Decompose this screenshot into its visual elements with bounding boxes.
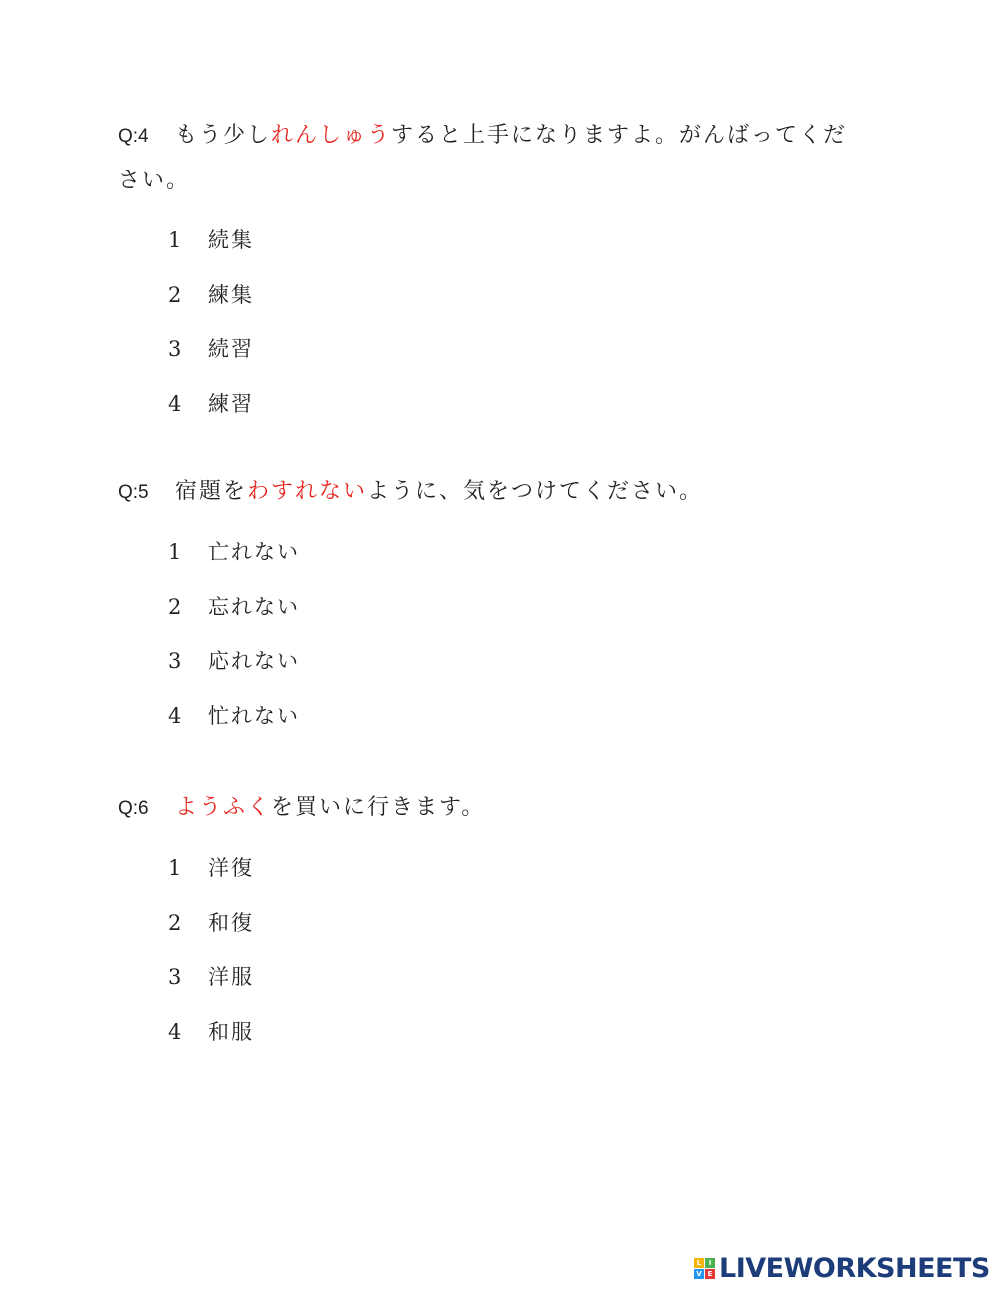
answer-options: [118, 841, 848, 1059]
option-text: 和服: [208, 1019, 254, 1044]
liveworksheets-logo-icon: [694, 1258, 715, 1279]
logo-icon-letter: E: [705, 1269, 715, 1279]
logo-icon-letter: V: [694, 1269, 704, 1279]
option-text: 応れない: [208, 649, 300, 673]
option-number: 2: [168, 282, 182, 307]
answer-option[interactable]: [168, 689, 848, 744]
option-text: 洋復: [208, 856, 254, 880]
option-number: 1: [168, 540, 182, 564]
option-number: 4: [168, 1019, 182, 1044]
prompt-highlight: れんしゅう: [271, 123, 392, 148]
answer-options: [118, 213, 848, 431]
question-4: [118, 114, 848, 431]
option-number: 3: [168, 965, 182, 989]
logo-text: LIVEWORKSHEETS: [719, 1252, 990, 1284]
question-6: [118, 786, 848, 1059]
liveworksheets-logo: [694, 1253, 990, 1283]
question-5: [118, 470, 848, 743]
prompt-highlight: わすれない: [247, 479, 368, 504]
question-prompt: [118, 786, 848, 831]
logo-icon-letter: I: [705, 1258, 715, 1268]
option-number: 1: [168, 856, 182, 880]
question-prompt: [118, 114, 848, 203]
option-text: 練集: [208, 282, 254, 307]
answer-option[interactable]: [168, 634, 848, 689]
prompt-text-before: もう少し: [175, 123, 272, 148]
option-text: 和復: [208, 910, 254, 935]
option-number: 3: [168, 337, 182, 361]
answer-option[interactable]: [168, 377, 848, 432]
prompt-text-after: すると上手になりますよ。がんばってください。: [118, 123, 848, 193]
option-number: 4: [168, 391, 182, 416]
answer-option[interactable]: [168, 322, 848, 377]
logo-icon-letter: L: [694, 1258, 704, 1268]
answer-option[interactable]: [168, 950, 848, 1005]
option-number: 3: [168, 649, 182, 673]
prompt-text-before: 宿題を: [175, 479, 248, 504]
question-label: Q:4: [118, 126, 149, 147]
option-number: 2: [168, 594, 182, 619]
answer-options: [118, 525, 848, 743]
option-text: 忙れない: [208, 703, 300, 728]
answer-option[interactable]: [168, 1005, 848, 1060]
prompt-text-after: ように、気をつけてください。: [367, 479, 704, 504]
option-text: 続集: [208, 228, 254, 252]
answer-option[interactable]: [168, 525, 848, 580]
option-text: 続習: [208, 337, 254, 361]
option-number: 2: [168, 910, 182, 935]
answer-option[interactable]: [168, 580, 848, 635]
answer-option[interactable]: [168, 896, 848, 951]
option-text: 練習: [208, 391, 254, 416]
answer-option[interactable]: [168, 268, 848, 323]
question-label: Q:6: [118, 798, 149, 819]
answer-option[interactable]: [168, 841, 848, 896]
prompt-highlight: ようふく: [175, 795, 272, 820]
option-text: 洋服: [208, 965, 254, 989]
answer-option[interactable]: [168, 213, 848, 268]
option-number: 4: [168, 703, 182, 728]
option-number: 1: [168, 228, 182, 252]
question-label: Q:5: [118, 482, 149, 503]
option-text: 亡れない: [208, 540, 300, 564]
prompt-text-after: を買いに行きます。: [271, 795, 486, 820]
question-prompt: [118, 470, 848, 515]
option-text: 忘れない: [208, 594, 300, 619]
